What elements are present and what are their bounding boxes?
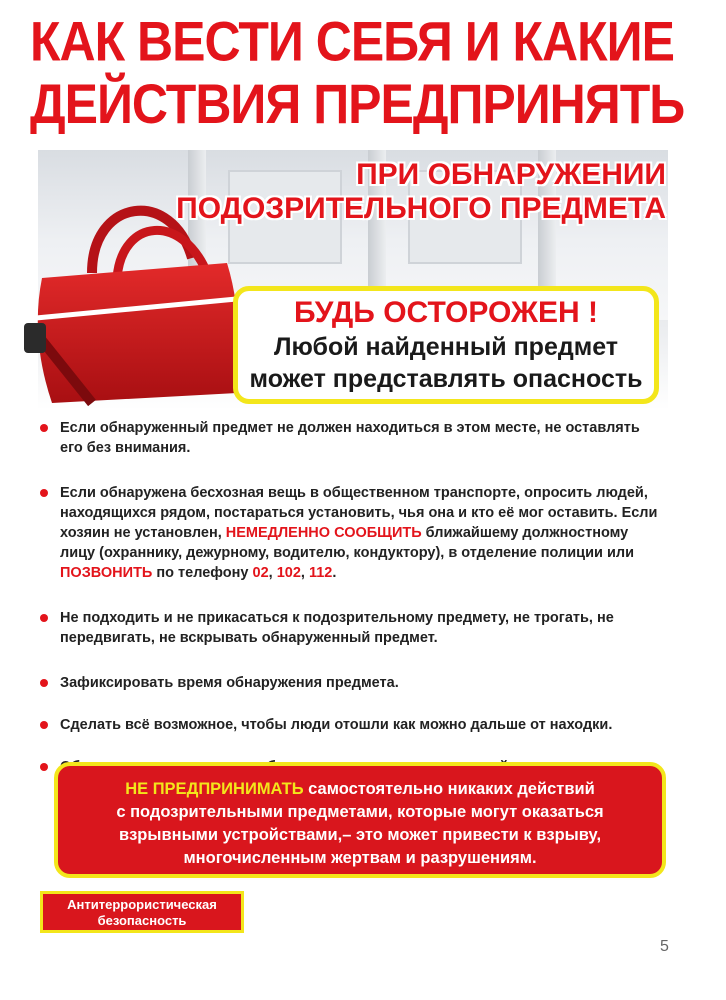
subtitle-line-2: ПОДОЗРИТЕЛЬНОГО ПРЕДМЕТА: [176, 192, 666, 225]
highlight-call: ПОЗВОНИТЬ: [60, 565, 153, 581]
badge-line-2: безопасность: [97, 913, 187, 928]
list-item: [40, 715, 660, 735]
title-line-1: КАК ВЕСТИ СЕБЯ И КАКИЕ: [30, 10, 674, 73]
danger-line-3: взрывными устройствами,– это может привести к взрыву,: [118, 826, 602, 844]
bullet-icon: [40, 763, 48, 771]
list-item-text: Если обнаружена бесхозная вещь в общественном транспорте, опросить людей, находящихся рядом, постараться установить, чья она и кто её мог оставить. Если хозяин не установлен,: [60, 485, 658, 541]
danger-highlight: НЕ ПРЕДПРИНИМАТЬ: [125, 780, 304, 798]
phone-number: 02: [252, 565, 269, 581]
list-item-text: Зафиксировать время обнаружения предмета.: [60, 675, 399, 691]
warning-line-2: может представлять опасность: [249, 365, 643, 393]
list-item-text: ближайшему должностному лицу (охраннику, дежурному, водителю, кондуктору), в отделение полиции или: [60, 525, 634, 561]
danger-line-1: [58, 778, 662, 801]
highlight-report: НЕМЕДЛЕННО СООБЩИТЬ: [225, 525, 422, 541]
danger-line-4: многочисленным жертвам и разрушениям.: [183, 849, 537, 867]
bullet-icon: [40, 424, 48, 432]
red-bag-illustration: [22, 178, 262, 408]
phone-number: 102: [276, 565, 301, 581]
page-title: [30, 10, 710, 135]
list-item-text: Сделать всё возможное, чтобы люди отошли как можно дальше от находки.: [60, 717, 613, 733]
bullet-icon: [40, 721, 48, 729]
bullet-icon: [40, 489, 48, 497]
warning-title: БУДЬ ОСТОРОЖЕН !: [293, 296, 599, 329]
list-item: [40, 418, 660, 458]
bullet-icon: [40, 679, 48, 687]
separator: ,: [300, 565, 309, 581]
warning-line-1: Любой найденный предмет: [273, 333, 619, 361]
bag-body: [38, 263, 239, 403]
danger-box: [54, 762, 666, 878]
danger-line-1-text: самостоятельно никаких действий: [303, 780, 595, 798]
antiterror-badge: [40, 891, 244, 933]
phone-number: 112: [308, 565, 333, 581]
list-item-text: Если обнаруженный предмет не должен находиться в этом месте, не оставлять его без внимания.: [60, 420, 640, 456]
separator: ,: [268, 565, 277, 581]
list-item: [40, 608, 660, 648]
page-number: 5: [660, 938, 669, 955]
separator: .: [332, 565, 337, 581]
bag-handle: [92, 211, 192, 273]
list-item-text: по телефону: [152, 565, 253, 581]
bag-buckle: [24, 323, 46, 353]
bullet-icon: [40, 614, 48, 622]
list-item: [40, 673, 660, 693]
warning-box: [233, 286, 659, 404]
instructions-list: [40, 418, 660, 777]
subtitle-line-1: ПРИ ОБНАРУЖЕНИИ: [356, 158, 666, 191]
title-line-2: ДЕЙСТВИЯ ПРЕДПРИНЯТЬ: [30, 72, 685, 136]
list-item: [40, 483, 660, 583]
badge-line-1: Антитеррористическая: [67, 897, 217, 912]
danger-line-2: с подозрительными предметами, которые могут оказаться: [116, 803, 604, 821]
list-item-text: Не подходить и не прикасаться к подозрительному предмету, не трогать, не передвигать, не вскрывать обнаруженный предмет.: [60, 610, 614, 646]
